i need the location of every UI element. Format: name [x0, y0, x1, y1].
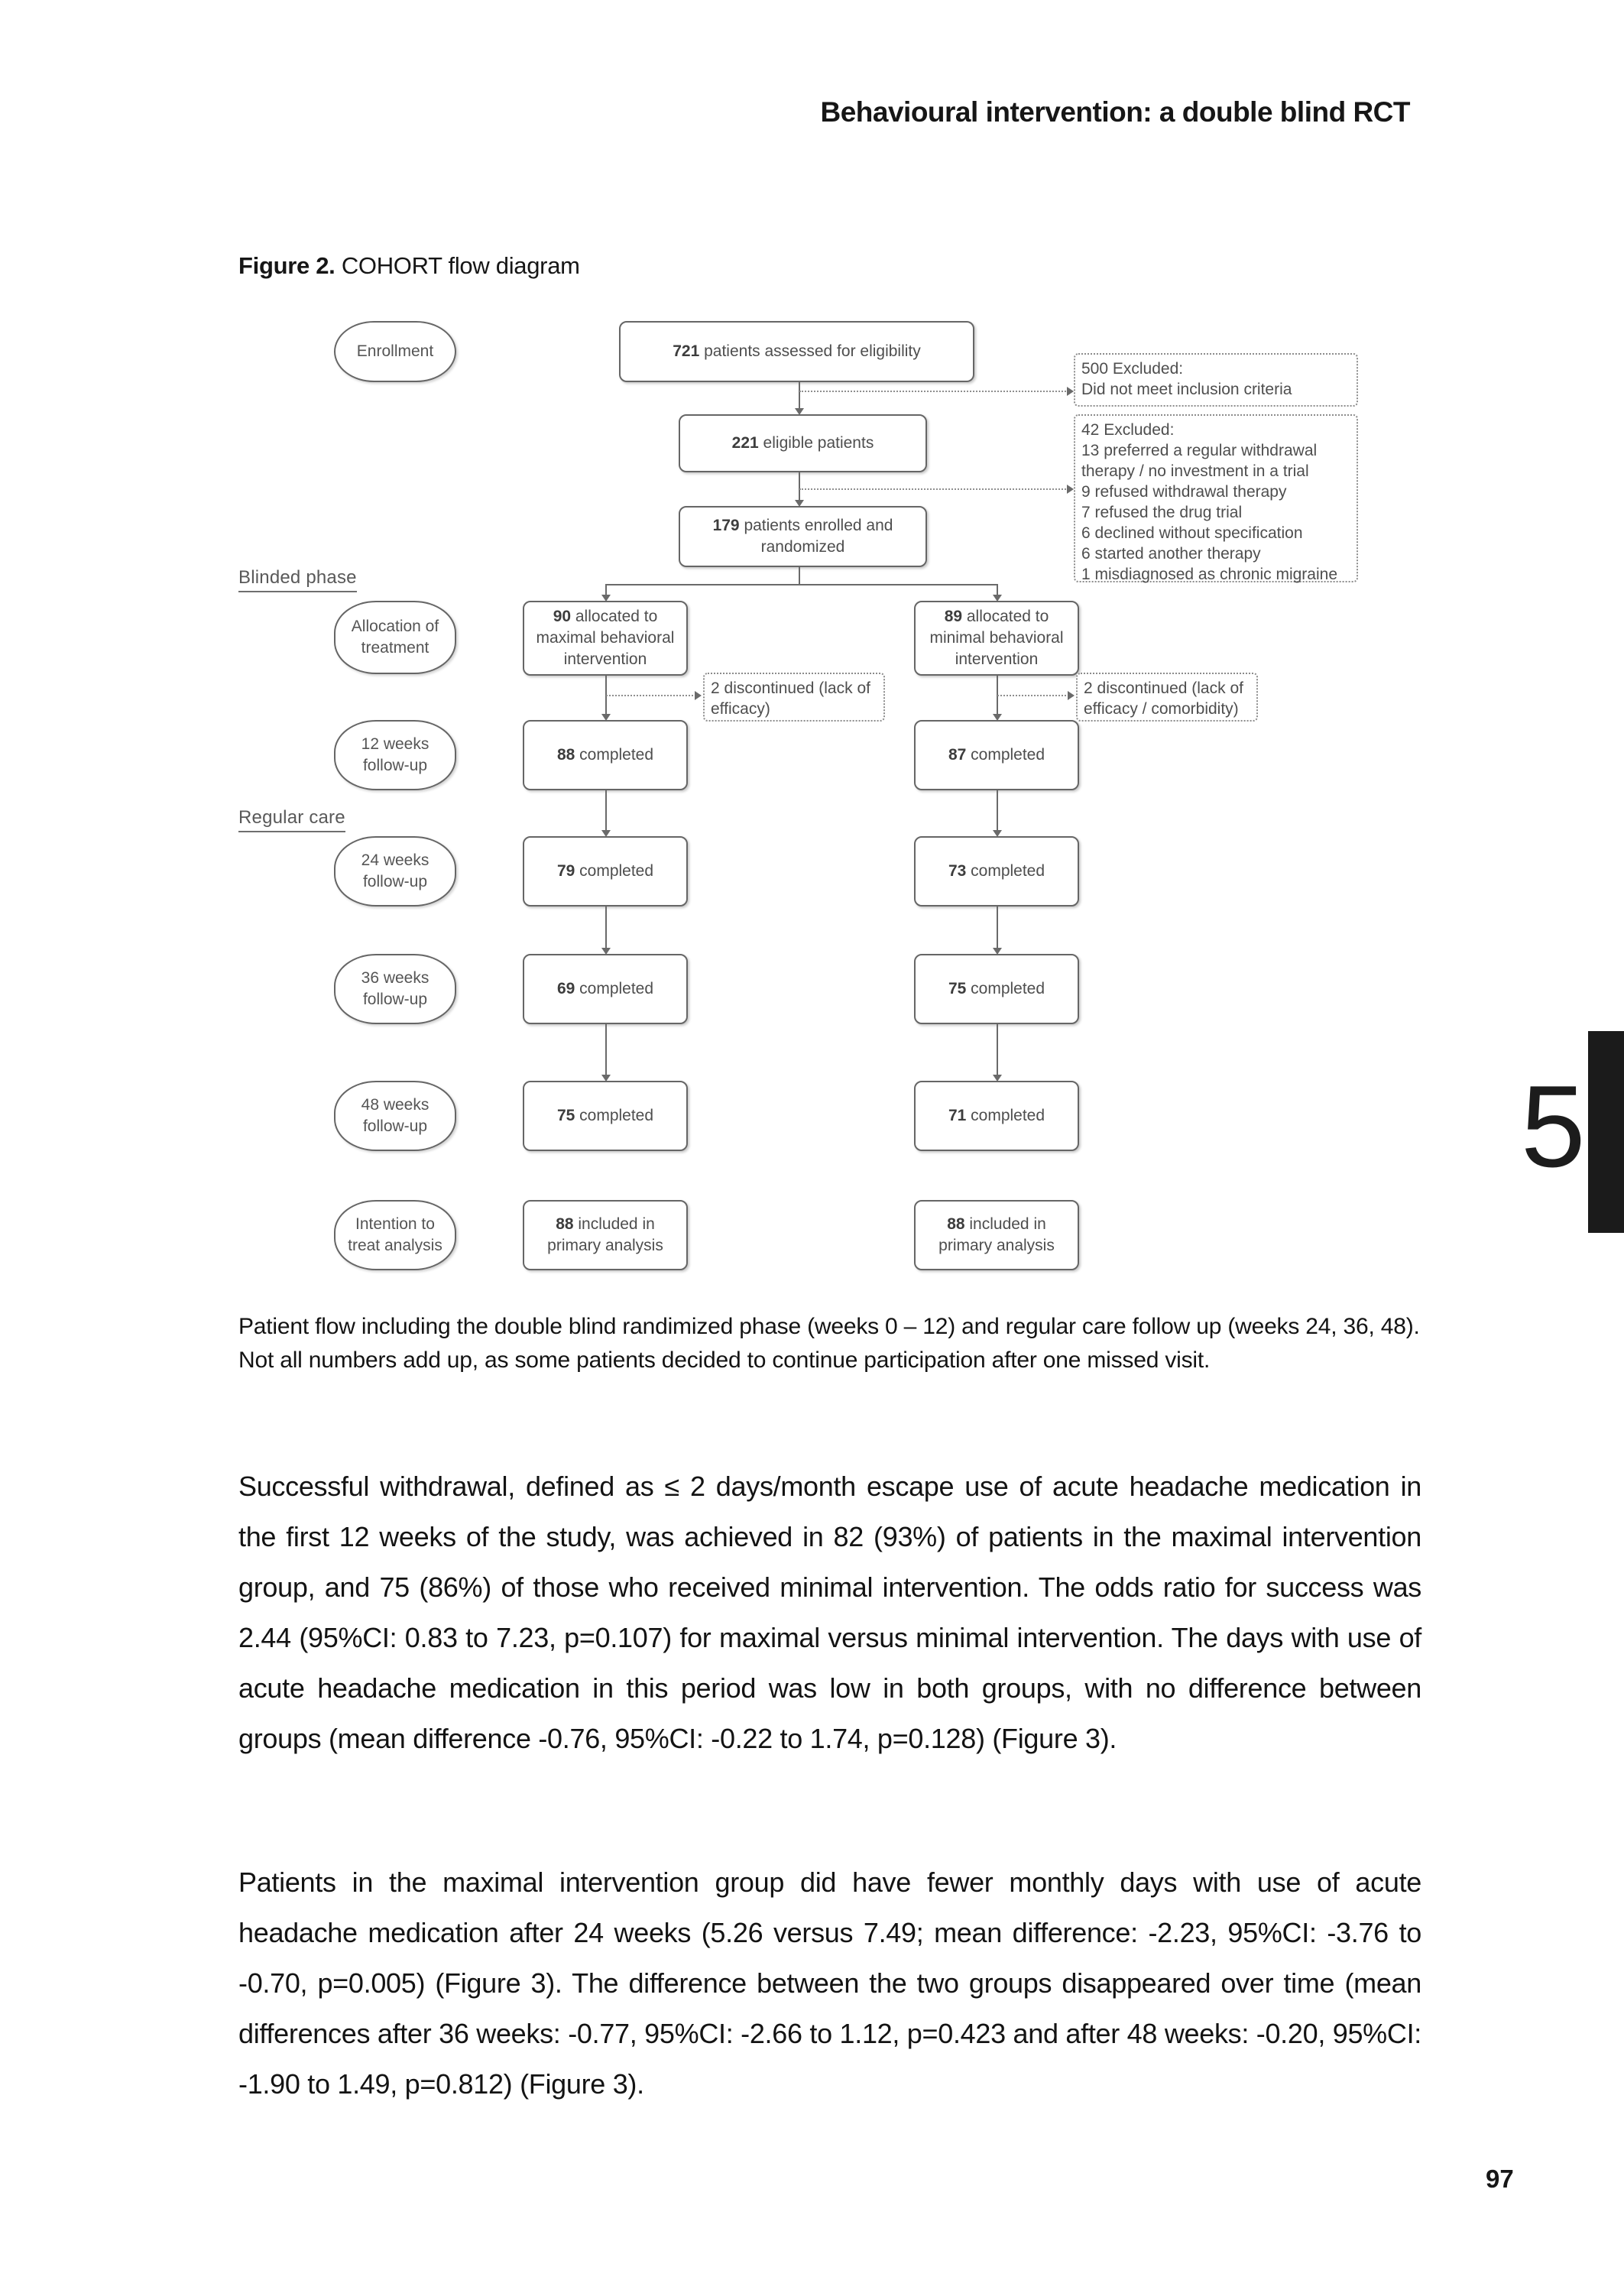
stage-12-weeks: 12 weeks follow-up: [334, 720, 456, 790]
arrow-max-48w-line: [605, 1024, 607, 1075]
arrow-min-48w-line: [997, 1024, 998, 1075]
arrow-min-48w-head: [993, 1075, 1002, 1082]
box-assessed: 721 patients assessed for eligibility: [619, 321, 974, 382]
arrow-assessed-down-line: [799, 382, 800, 408]
page-number: 97: [1486, 2165, 1514, 2193]
arrow-min-12w-head: [993, 714, 1002, 721]
arrow-assessed-excluded-line: [799, 391, 1068, 392]
stage-allocation: Allocation of treatment: [334, 601, 456, 674]
figure-title-text: COHORT flow diagram: [335, 252, 580, 279]
box-excluded-500: 500 Excluded: Did not meet inclusion criteria: [1074, 353, 1358, 407]
arrow-max-24w-head: [601, 830, 611, 837]
arrow-max-48w-head: [601, 1075, 611, 1082]
figure-caption: Patient flow including the double blind randimized phase (weeks 0 – 12) and regular care follow up (weeks 24, 36, 48). Not all numbers add up, as some patients decided to continue participation after one missed visit.: [238, 1314, 1420, 1373]
arrow-randomized-stem: [799, 567, 800, 584]
arrow-min-discontinued-line: [997, 695, 1069, 696]
box-allocated-maximal: 90 allocated to maximal behavioral intervention: [523, 601, 688, 676]
arrow-max-discontinued-head: [695, 691, 702, 700]
running-head: Behavioural intervention: a double blind RCT: [820, 96, 1410, 128]
arrow-max-36w-head: [601, 948, 611, 955]
branch-horizontal-line: [605, 584, 997, 585]
box-completed-12w-maximal: 88 completed: [523, 720, 688, 790]
branch-right-line: [997, 584, 998, 595]
arrow-max-discontinued-line: [606, 695, 696, 696]
arrow-max-36w-line: [605, 906, 607, 948]
phase-label-regular-care: Regular care: [238, 807, 345, 832]
arrow-eligible-down-head: [795, 500, 804, 507]
arrow-assessed-down-head: [795, 408, 804, 415]
phase-label-blinded: Blinded phase: [238, 567, 357, 592]
box-discontinued-minimal: 2 discontinued (lack of efficacy / comorbidity): [1076, 673, 1258, 722]
arrow-min-discontinued-head: [1068, 691, 1075, 700]
figure-title: [238, 252, 580, 280]
box-completed-48w-minimal: 71 completed: [914, 1081, 1079, 1151]
arrow-assessed-excluded-head: [1067, 387, 1074, 396]
stage-36-weeks: 36 weeks follow-up: [334, 954, 456, 1024]
box-completed-12w-minimal: 87 completed: [914, 720, 1079, 790]
box-itt-maximal: 88 included in primary analysis: [523, 1200, 688, 1270]
stage-24-weeks: 24 weeks follow-up: [334, 836, 456, 906]
arrow-max-12w-head: [601, 714, 611, 721]
stage-enrollment: Enrollment: [334, 321, 456, 382]
branch-left-line: [605, 584, 607, 595]
chapter-number: 5: [1521, 1062, 1586, 1192]
box-excluded-42: 42 Excluded: 13 preferred a regular withdrawal therapy / no investment in a trial 9 refused withdrawal therapy 7 refused the drug trial 6 declined without specification 6 started another therapy 1 misdiagnosed as chronic migraine: [1074, 414, 1358, 582]
arrow-eligible-excluded-line: [799, 488, 1068, 490]
arrow-eligible-excluded-head: [1067, 485, 1074, 494]
branch-left-head: [601, 595, 611, 602]
arrow-max-24w-line: [605, 790, 607, 830]
box-completed-36w-maximal: 69 completed: [523, 954, 688, 1024]
body-paragraph-2: Patients in the maximal intervention group did have fewer monthly days with use of acute headache medication after 24 weeks (5.26 versus 7.49; mean difference: -2.23, 95%CI: -3.76 to -0.70, p=0.005) (Figure 3). The difference between the two groups disappeared over time (mean differences after 36 weeks: -0.77, 95%CI: -2.66 to 1.12, p=0.423 and after 48 weeks: -0.20, 95%CI: -1.90 to 1.49, p=0.812) (Figure 3).: [238, 1867, 1421, 2100]
box-completed-48w-maximal: 75 completed: [523, 1081, 688, 1151]
box-eligible: 221 eligible patients: [679, 414, 927, 472]
box-completed-24w-minimal: 73 completed: [914, 836, 1079, 906]
box-itt-minimal: 88 included in primary analysis: [914, 1200, 1079, 1270]
arrow-min-36w-head: [993, 948, 1002, 955]
arrow-min-24w-line: [997, 790, 998, 830]
body-paragraph-1: Successful withdrawal, defined as ≤ 2 days/month escape use of acute headache medication in the first 12 weeks of the study, was achieved in 82 (93%) of patients in the maximal intervention group, and 75 (86%) of those who received minimal intervention. The odds ratio for success was 2.44 (95%CI: 0.83 to 7.23, p=0.107) for maximal versus minimal intervention. The days with use of acute headache medication in this period was low in both groups, with no difference between groups (mean difference -0.76, 95%CI: -0.22 to 1.74, p=0.128) (Figure 3).: [238, 1471, 1421, 1754]
chapter-tab-bar: [1588, 1031, 1624, 1233]
box-randomized: 179 patients enrolled and randomized: [679, 506, 927, 567]
box-discontinued-maximal: 2 discontinued (lack of efficacy): [703, 673, 885, 722]
arrow-min-36w-line: [997, 906, 998, 948]
stage-48-weeks: 48 weeks follow-up: [334, 1081, 456, 1151]
arrow-eligible-down-line: [799, 472, 800, 500]
arrow-min-24w-head: [993, 830, 1002, 837]
figure-label: Figure 2.: [238, 252, 335, 279]
box-allocated-minimal: 89 allocated to minimal behavioral intervention: [914, 601, 1079, 676]
stage-itt: Intention to treat analysis: [334, 1200, 456, 1270]
branch-right-head: [993, 595, 1002, 602]
box-completed-24w-maximal: 79 completed: [523, 836, 688, 906]
box-completed-36w-minimal: 75 completed: [914, 954, 1079, 1024]
